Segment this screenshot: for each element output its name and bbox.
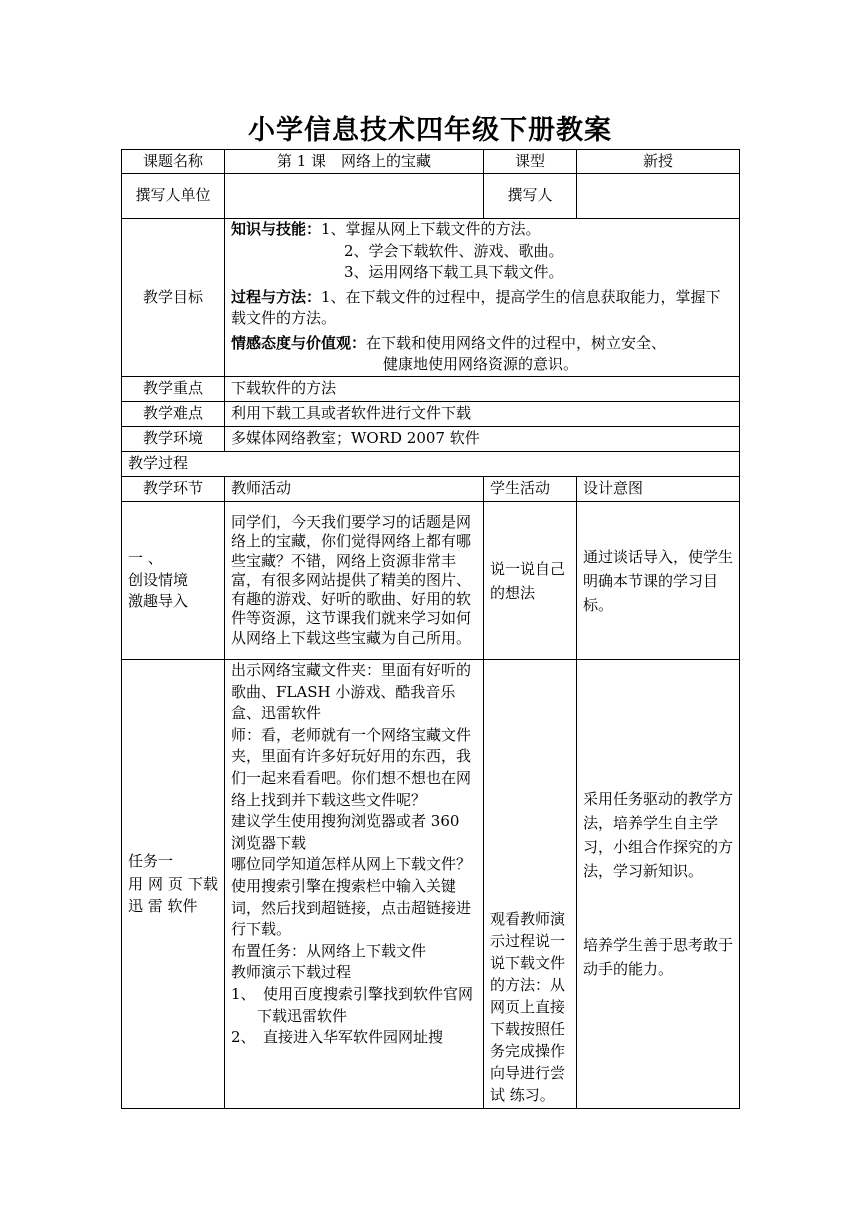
stage-2-teacher-p7: 教师演示下载过程: [231, 963, 352, 982]
stage-1-row: [122, 502, 740, 660]
environment-row: [122, 427, 740, 452]
key-row: [122, 377, 740, 402]
stage-1-design: 通过谈话导入，使学生明确本节课的学习目标。: [577, 502, 740, 660]
stage-2-design-1: 采用任务驱动的教学方法，培养学生自主学习，小组合作探究的方法，学习新知识。: [583, 790, 734, 880]
author-row: [122, 174, 740, 219]
environment-value: 多媒体网络教室；WORD 2007 软件: [225, 427, 740, 452]
stage-2-name: [122, 660, 225, 1109]
column-teacher: 教师活动: [225, 477, 484, 502]
stage-1-student: 说一说自己的想法: [484, 502, 577, 660]
stage-2-teacher-p1: 出示网络宝藏文件夹：里面有好听的歌曲、FLASH 小游戏、酷我音乐盒、迅雷软件: [231, 661, 472, 723]
stage-2-row: [122, 660, 740, 1109]
knowledge-item-1: 1、掌握从网上下载文件的方法。: [321, 220, 541, 239]
goals-content: [225, 219, 740, 377]
difficulty-row: [122, 402, 740, 427]
document-title: 小学信息技术四年级下册教案: [248, 115, 612, 146]
stage-2-design: [577, 660, 740, 1109]
stage-2-teacher: [225, 660, 484, 1109]
goals-label: 教学目标: [122, 219, 225, 377]
key-label: 教学重点: [122, 377, 225, 402]
stage-2-student: 观看教师演示过程说一说下载文件的方法：从网页上直接下载按照任务完成操作向导进行尝 试 练习。: [484, 660, 577, 1109]
stage-2-teacher-p3: 建议学生使用搜狗浏览器或者 360 浏览器下载: [231, 812, 460, 852]
stage-2-teacher-p9: 2、 直接进入华军软件园网址搜: [231, 1028, 444, 1047]
attitude-text-1: 在下载和使用网络文件的过程中，树立安全、: [366, 333, 667, 352]
stage-2-name-line-2: 用 网 页 下载 迅 雷 软件: [128, 874, 218, 915]
knowledge-title: 知识与技能：: [231, 220, 322, 239]
stage-1-name: [122, 502, 225, 660]
stage-2-teacher-p6: 布置任务：从网络上下载文件: [231, 941, 427, 960]
lesson-plan-table: [121, 149, 740, 1109]
stage-2-teacher-p5: 使用搜索引擎在搜索栏中输入关键词，然后找到超链接，点击超链接进行下载。: [231, 876, 472, 939]
stage-2-teacher-p8: 1、 使用百度搜索引擎找到软件官网下载迅雷软件: [231, 984, 474, 1025]
topic-value: 第 1 课 网络上的宝藏: [225, 150, 484, 174]
key-value: 下载软件的方法: [225, 377, 740, 402]
topic-row: [122, 150, 740, 174]
difficulty-value: 利用下载工具或者软件进行文件下载: [225, 402, 740, 427]
goals-row: [122, 219, 740, 377]
attitude-text-2: 健康地使用网络资源的意识。: [383, 355, 579, 374]
author-unit-value: [225, 174, 484, 219]
topic-label: 课题名称: [122, 150, 225, 174]
environment-label: 教学环境: [122, 427, 225, 452]
stage-1-name-line-1: 一 、: [128, 549, 163, 568]
column-student: 学生活动: [484, 477, 577, 502]
process-heading-row: [122, 452, 740, 477]
stage-2-teacher-p4: 哪位同学知道怎样从网上下载文件？: [231, 855, 472, 874]
stage-1-teacher: 同学们，今天我们要学习的话题是网络上的宝藏，你们觉得网络上都有哪些宝藏？不错，网络上资源非常丰富，有很多网站提供了精美的图片、有趣的游戏、好听的歌曲、好用的软件等资源，这节课我们就来学习如何从网络上下载这些宝藏为自己所用。: [225, 502, 484, 660]
column-header-row: [122, 477, 740, 502]
stage-1-name-line-3: 激趣导入: [128, 592, 189, 611]
column-design: 设计意图: [577, 477, 740, 502]
author-unit-label: 撰写人单位: [122, 174, 225, 219]
type-label: 课型: [484, 150, 577, 174]
process-title: 过程与方法：: [231, 287, 322, 306]
process-text: 1、在下载文件的过程中，提高学生的信息获取能力，掌握下载文件的方法。: [231, 287, 721, 328]
stage-2-teacher-p2: 师：看，老师就有一个网络宝藏文件夹，里面有许多好玩好用的东西，我们一起来看看吧。你们想不想也在网络上找到并下载这些文件呢？: [231, 725, 472, 809]
stage-2-design-2: 培养学生善于思考敢于动手的能力。: [583, 936, 734, 978]
attitude-title: 情感态度与价值观：: [231, 333, 367, 352]
difficulty-label: 教学难点: [122, 402, 225, 427]
knowledge-item-2: 2、学会下载软件、游戏、歌曲。: [344, 241, 564, 260]
process-heading: 教学过程: [122, 452, 740, 477]
stage-1-name-line-2: 创设情境: [128, 570, 189, 589]
type-value: 新授: [577, 150, 740, 174]
column-stage: 教学环节: [122, 477, 225, 502]
knowledge-item-3: 3、运用网络下载工具下载文件。: [344, 263, 564, 282]
stage-2-name-line-1: 任务一: [128, 852, 174, 871]
author-label: 撰写人: [484, 174, 577, 219]
author-value: [577, 174, 740, 219]
